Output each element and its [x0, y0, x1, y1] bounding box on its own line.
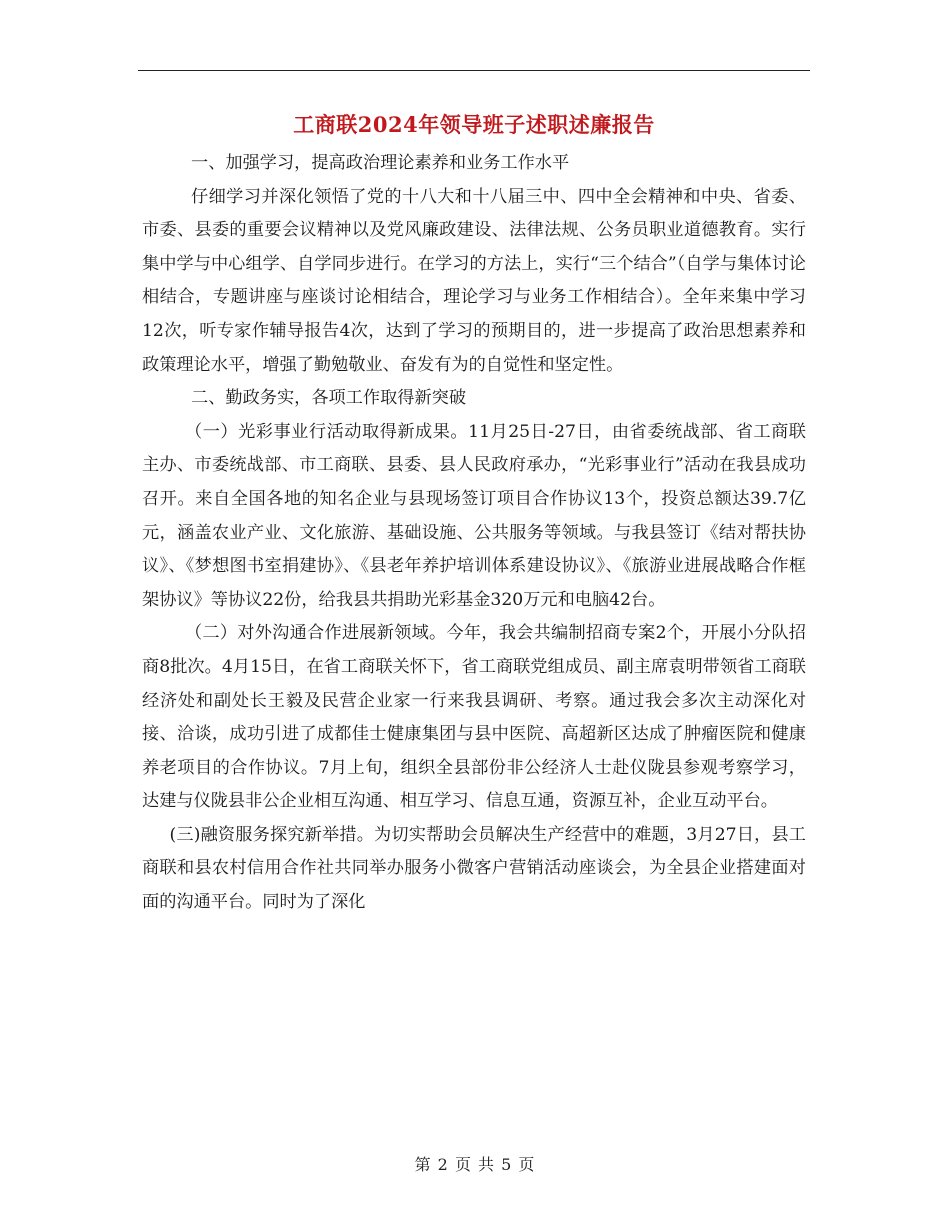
page-number-footer: 第 2 页 共 5 页: [414, 1155, 536, 1174]
paragraph-study: 仔细学习并深化领悟了党的十八大和十八届三中、四中全会精神和中央、省委、市委、县委的重要会议精神以及党风廉政建设、法律法规、公务员职业道德教育。实行集中学与中心组学、自学同步进行。在学习的方法上，实行“三个结合”（自学与集体讨论相结合，专题讲座与座谈讨论相结合，理论学习与业务工作相结合）。全年来集中学习12次，听专家作辅导报告4次，达到了学习的预期目的，进一步提高了政治思想素养和政策理论水平，增强了勤勉敬业、奋发有为的自觉性和坚定性。: [142, 186, 806, 375]
document-title: 工商联2024年领导班子述职述廉报告: [293, 112, 655, 137]
paragraph-financing: (三)融资服务探究新举措。为切实帮助会员解决生产经营中的难题，3月27日，县工商联和县农村信用合作社共同举办服务小微客户营销活动座谈会，为全县企业搭建面对面的沟通平台。同时为了深化: [142, 824, 806, 913]
section-heading-1: 一、加强学习，提高政治理论素养和业务工作水平: [191, 153, 570, 173]
section-heading-2: 二、勤政务实，各项工作取得新突破: [191, 388, 467, 409]
document-body: [142, 147, 806, 920]
header-rule: [138, 70, 810, 71]
paragraph-cooperation: （二）对外沟通合作进展新领域。今年，我会共编制招商专案2个，开展小分队招商8批次。4月15日，在省工商联关怀下，省工商联党组成员、副主席袁明带领省工商联经济处和副处长王毅及民营企业家一行来我县调研、考察。通过我会多次主动深化对接、洽谈，成功引进了成都佳士健康集团与县中医院、高超新区达成了肿瘤医院和健康养老项目的合作协议。7月上旬，组织全县部份非公经济人士赴仪陇县参观考察学习，达建与仪陇县非公企业相互沟通、相互学习、信息互通，资源互补，企业互动平台。: [142, 623, 806, 812]
paragraph-guangcai: （一）光彩事业行活动取得新成果。11月25日-27日，由省委统战部、省工商联主办、市委统战部、市工商联、县委、县人民政府承办，“光彩事业行”活动在我县成功召开。来自全国各地的知名企业与县现场签订项目合作协议13个，投资总额达39.7亿元，涵盖农业产业、文化旅游、基础设施、公共服务等领域。与我县签订《结对帮扶协议》、《梦想图书室捐建协》、《县老年养护培训体系建设协议》、《旅游业进展战略合作框架协议》等协议22份，给我县共捐助光彩基金320万元和电脑42台。: [142, 421, 806, 610]
